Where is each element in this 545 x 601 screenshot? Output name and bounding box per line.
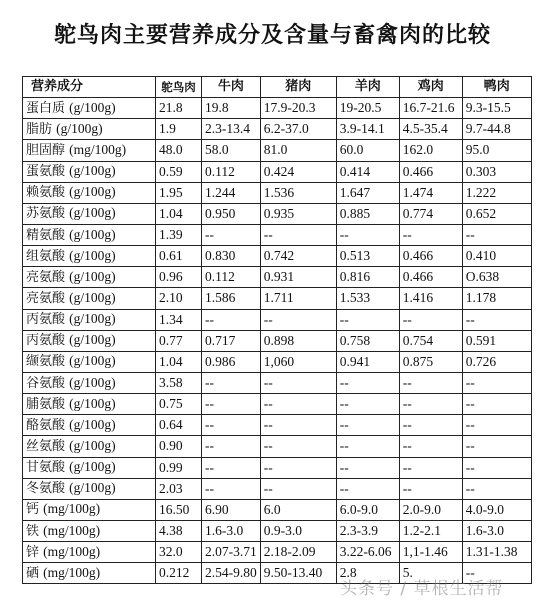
value-cell: 0.77 [156,330,202,351]
nutrient-label-cell [23,246,156,267]
value-cell: 1.586 [202,288,261,309]
value-cell: 1.647 [336,182,399,203]
value-cell: 6.0-9.0 [336,499,399,520]
value-cell: 1.95 [156,182,202,203]
value-cell: 2.03 [156,478,202,499]
value-cell: 0.466 [399,246,462,267]
nutrient-label-cell [23,415,156,436]
nutrient-unit: (g/100g) [69,374,116,390]
value-cell: 9.7-44.8 [462,119,531,140]
nutrient-name: 谷氨酸 [26,375,66,391]
value-cell: -- [202,478,261,499]
nutrient-name: 脂肪 [26,121,53,137]
value-cell: 2.0-9.0 [399,499,462,520]
table-row [23,224,532,245]
value-cell: 16.50 [156,499,202,520]
nutrient-name: 赖氨酸 [26,185,66,201]
nutrient-label-cell [23,563,156,584]
value-cell: 0.758 [336,330,399,351]
value-cell: 1.04 [156,203,202,224]
value-cell: 3.9-14.1 [336,119,399,140]
value-cell: 0.931 [260,267,336,288]
value-cell: 1.536 [260,182,336,203]
value-cell: 58.0 [202,140,261,161]
value-cell: 0.414 [336,161,399,182]
value-cell: 4.38 [156,520,202,541]
table-row [23,288,532,309]
value-cell: -- [399,415,462,436]
value-cell: 0.774 [399,203,462,224]
header-cell-mutton: 羊肉 [336,77,399,98]
value-cell: 0.875 [399,351,462,372]
value-cell: -- [202,372,261,393]
nutrient-label-cell [23,119,156,140]
nutrient-label-cell [23,520,156,541]
value-cell: 48.0 [156,140,202,161]
header-cell-nutrient: 营养成分 [23,77,156,98]
value-cell: 4.0-9.0 [462,499,531,520]
value-cell: 0.742 [260,246,336,267]
table-row [23,499,532,520]
value-cell: -- [260,415,336,436]
value-cell: 0.941 [336,351,399,372]
table-row [23,267,532,288]
value-cell: -- [336,457,399,478]
value-cell: 9.50-13.40 [260,563,336,584]
value-cell: -- [260,478,336,499]
page-title: 鸵鸟肉主要营养成分及含量与畜禽肉的比较 [53,23,491,48]
value-cell: 0.726 [462,351,531,372]
value-cell: 19.8 [202,98,261,119]
value-cell: 3.22-6.06 [336,542,399,563]
table-row [23,161,532,182]
value-cell: 0.112 [202,161,261,182]
value-cell: 0.885 [336,203,399,224]
watermark: 头条号 / 草根生活帮 [340,579,504,599]
nutrient-label-cell [23,98,156,119]
value-cell: 0.950 [202,203,261,224]
table-header-row [23,77,532,98]
value-cell: 16.7-21.6 [399,98,462,119]
nutrient-unit: (g/100g) [69,247,116,263]
value-cell: 1.416 [399,288,462,309]
value-cell: -- [202,436,261,457]
nutrient-name: 锌 [26,544,40,560]
nutrient-unit: (g/100g) [69,395,116,411]
value-cell: 2.8 [336,563,399,584]
nutrient-name: 亮氨酸 [26,269,66,285]
value-cell: 6.90 [202,499,261,520]
value-cell: -- [336,478,399,499]
value-cell: 0.410 [462,246,531,267]
nutrient-unit: (mg/100g) [43,564,101,580]
value-cell: -- [202,394,261,415]
nutrient-unit: (g/100g) [69,353,116,369]
nutrient-label-cell [23,351,156,372]
table-row [23,436,532,457]
value-cell: -- [462,224,531,245]
value-cell: 32.0 [156,542,202,563]
value-cell: 0.466 [399,267,462,288]
nutrient-label-cell [23,394,156,415]
value-cell: 0.898 [260,330,336,351]
value-cell: 19-20.5 [336,98,399,119]
value-cell: 95.0 [462,140,531,161]
value-cell: 0.90 [156,436,202,457]
nutrient-unit: (g/100g) [69,437,116,453]
value-cell: 6.2-37.0 [260,119,336,140]
nutrient-unit: (g/100g) [69,163,116,179]
value-cell: -- [462,563,531,584]
nutrient-name: 丙氨酸 [26,312,66,328]
nutrient-unit: (g/100g) [69,459,116,475]
value-cell: 0.303 [462,161,531,182]
table-row [23,372,532,393]
nutrient-name: 蛋氨酸 [26,164,66,180]
nutrient-unit: (g/100g) [69,480,116,496]
header-cell-beef: 牛肉 [202,77,261,98]
value-cell: 1.178 [462,288,531,309]
nutrient-name: 蛋白质 [26,100,66,116]
value-cell: O.638 [462,267,531,288]
nutrient-label-cell [23,288,156,309]
value-cell: 17.9-20.3 [260,98,336,119]
value-cell: 0.935 [260,203,336,224]
value-cell: 1.474 [399,182,462,203]
value-cell: 1,060 [260,351,336,372]
nutrient-name: 脯氨酸 [26,396,66,412]
value-cell: 0.513 [336,246,399,267]
value-cell: 0.96 [156,267,202,288]
value-cell: 0.61 [156,246,202,267]
table-row [23,478,532,499]
nutrient-unit: (g/100g) [69,205,116,221]
value-cell: 1.244 [202,182,261,203]
nutrient-label-cell [23,203,156,224]
table-row [23,520,532,541]
nutrition-table [22,76,532,584]
value-cell: 2.18-2.09 [260,542,336,563]
nutrient-unit: (g/100g) [69,99,116,115]
value-cell: 2.54-9.80 [202,563,261,584]
value-cell: 1.533 [336,288,399,309]
value-cell: 0.59 [156,161,202,182]
value-cell: 9.3-15.5 [462,98,531,119]
value-cell: 0.64 [156,415,202,436]
value-cell: 1.31-1.38 [462,542,531,563]
value-cell: 0.830 [202,246,261,267]
value-cell: -- [399,224,462,245]
value-cell: 5. [399,563,462,584]
value-cell: 1.6-3.0 [462,520,531,541]
table-row [23,246,532,267]
value-cell: -- [260,436,336,457]
value-cell: 2.10 [156,288,202,309]
value-cell: -- [462,394,531,415]
value-cell: -- [260,394,336,415]
value-cell: -- [260,224,336,245]
nutrient-unit: (mg/100g) [43,522,101,538]
nutrient-unit: (g/100g) [69,311,116,327]
value-cell: 0.424 [260,161,336,182]
nutrient-name: 丝氨酸 [26,438,66,454]
value-cell: 0.99 [156,457,202,478]
value-cell: 1.34 [156,309,202,330]
table-row [23,140,532,161]
nutrient-label-cell [23,267,156,288]
value-cell: 1.6-3.0 [202,520,261,541]
value-cell: 0.816 [336,267,399,288]
table-row [23,351,532,372]
nutrient-label-cell [23,309,156,330]
table-row [23,119,532,140]
value-cell: 1.04 [156,351,202,372]
header-cell-ostrich: 鸵鸟肉 [156,77,202,98]
header-cell-duck: 鸭肉 [462,77,531,98]
value-cell: 0.754 [399,330,462,351]
table-row [23,98,532,119]
table-row [23,203,532,224]
value-cell: -- [462,415,531,436]
nutrient-label-cell [23,457,156,478]
value-cell: 2.07-3.71 [202,542,261,563]
value-cell: -- [336,309,399,330]
nutrient-label-cell [23,182,156,203]
value-cell: 2.3-13.4 [202,119,261,140]
table-row [23,330,532,351]
nutrient-unit: (g/100g) [69,289,116,305]
nutrient-unit: (mg/100g) [43,501,101,517]
value-cell: -- [336,436,399,457]
table-row [23,415,532,436]
nutrient-unit: (g/100g) [69,332,116,348]
value-cell: 0.75 [156,394,202,415]
nutrient-unit: (g/100g) [69,226,116,242]
value-cell: 1.39 [156,224,202,245]
nutrient-name: 组氨酸 [26,248,66,264]
table-row [23,394,532,415]
table-row [23,182,532,203]
nutrient-name: 钙 [26,502,40,518]
value-cell: 21.8 [156,98,202,119]
nutrient-name: 甘氨酸 [26,460,66,476]
value-cell: -- [336,372,399,393]
value-cell: 2.3-3.9 [336,520,399,541]
value-cell: -- [462,436,531,457]
nutrient-name: 铁 [26,523,40,539]
value-cell: -- [462,457,531,478]
value-cell: 0.9-3.0 [260,520,336,541]
header-cell-pork: 猪肉 [260,77,336,98]
table-row [23,457,532,478]
table-row [23,309,532,330]
nutrient-label-cell [23,161,156,182]
value-cell: 1,1-1.46 [399,542,462,563]
value-cell: 1.222 [462,182,531,203]
value-cell: 81.0 [260,140,336,161]
value-cell: 1.9 [156,119,202,140]
value-cell: -- [462,309,531,330]
value-cell: -- [462,478,531,499]
nutrient-name: 丙氨酸 [26,333,66,349]
nutrient-unit: (g/100g) [56,120,103,136]
nutrient-label-cell [23,224,156,245]
header-cell-chicken: 鸡肉 [399,77,462,98]
nutrient-unit: (g/100g) [69,184,116,200]
nutrient-name: 胆固醇 [26,142,66,158]
value-cell: -- [336,415,399,436]
value-cell: 4.5-35.4 [399,119,462,140]
nutrient-label-cell [23,140,156,161]
value-cell: 0.112 [202,267,261,288]
nutrient-name: 缬氨酸 [26,354,66,370]
value-cell: 1.2-2.1 [399,520,462,541]
nutrient-label-cell [23,372,156,393]
table-row [23,542,532,563]
nutrient-unit: (mg/100g) [43,543,101,559]
value-cell: 0.986 [202,351,261,372]
value-cell: -- [399,478,462,499]
value-cell: 1.711 [260,288,336,309]
nutrient-name: 硒 [26,565,40,581]
nutrient-label-cell [23,436,156,457]
value-cell: -- [202,309,261,330]
value-cell: -- [399,394,462,415]
nutrient-label-cell [23,499,156,520]
value-cell: -- [336,394,399,415]
value-cell: 60.0 [336,140,399,161]
nutrient-name: 精氨酸 [26,227,66,243]
value-cell: -- [202,224,261,245]
value-cell: -- [462,372,531,393]
nutrient-unit: (g/100g) [69,416,116,432]
nutrient-label-cell [23,478,156,499]
value-cell: -- [336,224,399,245]
value-cell: 162.0 [399,140,462,161]
value-cell: -- [399,436,462,457]
value-cell: 0.591 [462,330,531,351]
value-cell: 0.652 [462,203,531,224]
value-cell: 0.717 [202,330,261,351]
nutrient-name: 亮氨酸 [26,290,66,306]
value-cell: -- [399,372,462,393]
nutrient-name: 苏氨酸 [26,206,66,222]
nutrient-name: 冬氨酸 [26,481,66,497]
nutrient-unit: (mg/100g) [69,141,127,157]
value-cell: -- [260,372,336,393]
value-cell: 0.212 [156,563,202,584]
nutrient-label-cell [23,330,156,351]
value-cell: 0.466 [399,161,462,182]
value-cell: -- [260,309,336,330]
value-cell: -- [260,457,336,478]
value-cell: -- [202,415,261,436]
value-cell: -- [399,309,462,330]
value-cell: -- [399,457,462,478]
nutrient-unit: (g/100g) [69,268,116,284]
value-cell: 6.0 [260,499,336,520]
nutrient-name: 酪氨酸 [26,417,66,433]
value-cell: 3.58 [156,372,202,393]
value-cell: -- [202,457,261,478]
nutrient-label-cell [23,542,156,563]
